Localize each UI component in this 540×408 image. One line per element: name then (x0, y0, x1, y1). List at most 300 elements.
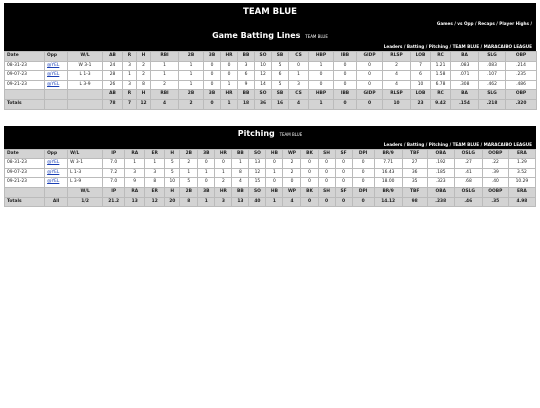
table-cell: L 1-3 (68, 168, 103, 178)
subheader-cell (5, 187, 45, 197)
batting-section-title (4, 28, 536, 43)
batting-col-rlsp: RLSP (383, 52, 411, 62)
table-cell: .083 (479, 61, 506, 71)
table-cell: .308 (451, 80, 479, 90)
opponent-link[interactable] (45, 61, 68, 71)
subheader-cell: SO (249, 187, 266, 197)
table-cell: 0 (352, 168, 374, 178)
subheader-cell: SH (318, 187, 335, 197)
subheader-cell: OOBP (482, 187, 508, 197)
table-cell: 1 (151, 71, 179, 81)
opponent-link-text[interactable]: @YEL (47, 169, 60, 175)
table-row (5, 61, 537, 71)
table-cell: 1 (123, 71, 137, 81)
subheader-cell: SB (272, 90, 289, 100)
page (4, 3, 536, 207)
table-cell: 18.00 (374, 178, 402, 188)
subheader-cell: DPI (352, 187, 374, 197)
pitching-totals-row (5, 197, 536, 207)
table-cell: L 3-9 (68, 178, 103, 188)
totals-cell: 8 (180, 197, 198, 207)
subheader-cell: R (123, 90, 137, 100)
table-cell: 35 (402, 178, 427, 188)
table-cell: 0 (357, 61, 383, 71)
totals-cell: 13 (232, 197, 249, 207)
totals-cell: 98 (402, 197, 427, 207)
table-cell: 8 (145, 178, 165, 188)
table-cell: 0 (318, 168, 335, 178)
totals-cell: 40 (249, 197, 266, 207)
batting-col-h: H (137, 52, 151, 62)
table-cell: .39 (482, 168, 508, 178)
subheader-cell: HR (215, 187, 232, 197)
table-cell: 6 (272, 71, 289, 81)
batting-col-date: Date (5, 52, 45, 62)
table-cell: 1 (232, 159, 249, 169)
opponent-link-text[interactable]: @YEL (47, 160, 60, 166)
subheader-cell: RA (125, 187, 145, 197)
pitching-col-w-l: W/L (68, 149, 103, 159)
batting-col-slg: SLG (479, 52, 506, 62)
table-cell: 1 (215, 168, 232, 178)
totals-cell: .238 (427, 197, 454, 207)
totals-cell: 0 (357, 99, 383, 109)
pitching-col-er: ER (145, 149, 165, 159)
batting-col-ab: AB (103, 52, 123, 62)
opponent-link-text[interactable]: @YEL (47, 81, 60, 87)
subheader-cell: HR (221, 90, 238, 100)
subheader-cell: ER (145, 187, 165, 197)
totals-cell: 1/2 (68, 197, 103, 207)
team-subnav[interactable]: Games / vs Opp / Recaps / Player Highs / (436, 21, 532, 26)
opponent-link[interactable] (45, 159, 68, 169)
table-cell: 10 (255, 61, 272, 71)
table-cell: 28 (103, 71, 123, 81)
totals-cell: 0 (204, 99, 221, 109)
subheader-cell: CS (289, 90, 309, 100)
table-cell: 0 (352, 178, 374, 188)
table-cell: 0 (204, 71, 221, 81)
totals-cell: 4 (151, 99, 179, 109)
table-cell: 7.2 (103, 168, 125, 178)
batting-col-rbi: RBI (151, 52, 179, 62)
table-cell: .083 (451, 61, 479, 71)
table-cell: 2 (137, 61, 151, 71)
table-cell: 3 (123, 61, 137, 71)
table-cell: 0 (352, 159, 374, 169)
subheader-cell: RBI (151, 90, 179, 100)
subheader-cell: RLSP (383, 90, 411, 100)
subheader-cell: H (165, 187, 180, 197)
table-cell: 6.78 (431, 80, 451, 90)
subheader-cell (5, 90, 45, 100)
pitching-col-ra: RA (125, 149, 145, 159)
pitching-col-br-9: BR/9 (374, 149, 402, 159)
table-cell: 0 (221, 71, 238, 81)
pitching-col-oobp: OOBP (482, 149, 508, 159)
totals-cell: .154 (451, 99, 479, 109)
table-cell: .192 (427, 159, 454, 169)
totals-cell: 4 (283, 197, 301, 207)
pitching-leaders-nav[interactable]: Leaders / Batting / Pitching / TEAM BLUE / MARACAIBO LEAGUE (383, 141, 532, 147)
table-cell: .107 (479, 71, 506, 81)
subheader-cell: SF (335, 187, 352, 197)
subheader-cell: LOB (411, 90, 431, 100)
table-cell: 0 (221, 61, 238, 71)
table-cell: 1 (198, 168, 215, 178)
subheader-cell: HBP (309, 90, 334, 100)
table-cell: 1 (289, 71, 309, 81)
totals-cell: 1 (221, 99, 238, 109)
batting-col-bb: BB (238, 52, 255, 62)
table-cell: 24 (103, 61, 123, 71)
table-cell: 15 (249, 178, 266, 188)
table-cell: 0 (334, 80, 357, 90)
totals-cell: 78 (103, 99, 123, 109)
batting-col-w-l: W/L (68, 52, 103, 62)
totals-cell: 20 (165, 197, 180, 207)
table-cell: 1 (145, 159, 165, 169)
batting-col-sb: SB (272, 52, 289, 62)
table-cell: 6 (411, 71, 431, 81)
subheader-cell: ERA (508, 187, 535, 197)
table-cell: 10 (411, 80, 431, 90)
table-cell: 2 (180, 159, 198, 169)
pitching-section-title (4, 126, 536, 141)
table-cell: 2 (283, 168, 301, 178)
totals-cell (45, 99, 68, 109)
totals-cell: 13 (125, 197, 145, 207)
table-cell: 0 (204, 61, 221, 71)
subheader-cell: HB (266, 187, 283, 197)
table-cell: 16.43 (374, 168, 402, 178)
table-cell: 1 (151, 61, 179, 71)
subheader-cell: W/L (68, 187, 103, 197)
totals-cell: 16 (272, 99, 289, 109)
table-cell: 0 (198, 159, 215, 169)
pitching-col-hr: HR (215, 149, 232, 159)
table-cell: .214 (506, 61, 537, 71)
table-cell: .41 (454, 168, 482, 178)
table-cell: 5 (165, 159, 180, 169)
table-cell: 0 (198, 178, 215, 188)
totals-cell: All (45, 197, 68, 207)
batting-col-so: SO (255, 52, 272, 62)
table-cell: 1 (179, 61, 204, 71)
totals-cell: 0 (318, 197, 335, 207)
table-cell: 8 (232, 168, 249, 178)
subheader-cell: H (137, 90, 151, 100)
totals-cell: 36 (255, 99, 272, 109)
table-cell: 13 (249, 159, 266, 169)
totals-cell: 23 (411, 99, 431, 109)
subheader-cell: BA (451, 90, 479, 100)
totals-cell: .320 (506, 99, 537, 109)
pitching-table (4, 149, 536, 208)
table-cell: 7 (411, 61, 431, 71)
table-cell: 2 (283, 159, 301, 169)
table-row (5, 80, 537, 90)
table-row (5, 71, 537, 81)
batting-col-ba: BA (451, 52, 479, 62)
table-cell: 3 (289, 80, 309, 90)
pitching-title-team: TEAM BLUE (279, 131, 303, 137)
totals-cell: 4 (289, 99, 309, 109)
pitching-spacer (4, 117, 536, 126)
table-cell: 0 (266, 178, 283, 188)
batting-table (4, 51, 537, 110)
table-cell: 1 (179, 80, 204, 90)
totals-cell: .218 (479, 99, 506, 109)
table-cell: 12 (249, 168, 266, 178)
subheader-cell: SO (255, 90, 272, 100)
table-cell: 0 (301, 178, 318, 188)
table-row (5, 168, 536, 178)
table-cell: 0 (318, 159, 335, 169)
table-cell: .235 (506, 71, 537, 81)
table-cell: 6 (238, 71, 255, 81)
table-cell: 0 (301, 168, 318, 178)
opponent-link[interactable] (45, 71, 68, 81)
subheader-cell: OSLG (454, 187, 482, 197)
table-row (5, 159, 536, 169)
table-cell: .27 (454, 159, 482, 169)
table-cell: 3 (123, 80, 137, 90)
table-cell: 7.0 (103, 159, 125, 169)
table-cell: 4 (383, 80, 411, 90)
table-cell: 7.71 (374, 159, 402, 169)
table-cell: 3 (238, 61, 255, 71)
subheader-cell: BR/9 (374, 187, 402, 197)
team-header (4, 3, 536, 51)
table-cell: 7.0 (103, 178, 125, 188)
subheader-cell: BB (238, 90, 255, 100)
totals-cell: 18 (238, 99, 255, 109)
table-cell: 1 (179, 71, 204, 81)
subheader-cell: RC (431, 90, 451, 100)
table-cell: 0 (357, 71, 383, 81)
table-cell: 2 (151, 80, 179, 90)
table-cell: 0 (335, 168, 352, 178)
table-cell: 0 (357, 80, 383, 90)
totals-cell (68, 99, 103, 109)
pitching-col-bb: BB (232, 149, 249, 159)
pitching-col-sh: SH (318, 149, 335, 159)
table-cell: 5 (272, 80, 289, 90)
subheader-cell: TBF (402, 187, 427, 197)
subheader-cell: OBA (427, 187, 454, 197)
table-cell: 3 (125, 168, 145, 178)
batting-col-gidp: GIDP (357, 52, 383, 62)
table-cell: 1 (309, 61, 334, 71)
table-cell: .68 (454, 178, 482, 188)
table-cell: 08-31-23 (5, 159, 45, 169)
table-cell: 08-31-23 (5, 61, 45, 71)
table-cell: 1.58 (431, 71, 451, 81)
pitching-col-ip: IP (103, 149, 125, 159)
table-cell: 1.29 (508, 159, 535, 169)
batting-col-2b: 2B (179, 52, 204, 62)
table-cell: 0 (215, 159, 232, 169)
totals-cell: 0 (335, 197, 352, 207)
table-cell: 1 (266, 168, 283, 178)
totals-cell: 1 (309, 99, 334, 109)
table-cell: 3.52 (508, 168, 535, 178)
subheader-cell: SLG (479, 90, 506, 100)
totals-cell: 0 (352, 197, 374, 207)
batting-col-hr: HR (221, 52, 238, 62)
batting-header-row (5, 52, 537, 62)
table-cell: .40 (482, 178, 508, 188)
totals-cell: Totals (5, 197, 45, 207)
totals-cell: 12 (137, 99, 151, 109)
table-cell: 1 (221, 80, 238, 90)
totals-cell: 0 (301, 197, 318, 207)
table-cell: 1.21 (431, 61, 451, 71)
table-cell: 0 (318, 178, 335, 188)
opponent-link[interactable] (45, 178, 68, 188)
table-cell: 5 (180, 178, 198, 188)
pitching-col-sf: SF (335, 149, 352, 159)
subheader-cell: GIDP (357, 90, 383, 100)
totals-cell: 2 (179, 99, 204, 109)
pitching-header-row (5, 149, 536, 159)
totals-cell: 12 (145, 197, 165, 207)
table-cell: 36 (402, 168, 427, 178)
subheader-cell: 2B (180, 187, 198, 197)
subheader-cell: BK (301, 187, 318, 197)
table-cell: W 3-1 (68, 159, 103, 169)
subheader-cell: AB (103, 90, 123, 100)
table-cell: 4 (383, 71, 411, 81)
table-cell: 1 (125, 159, 145, 169)
batting-col-r: R (123, 52, 137, 62)
pitching-header (4, 126, 536, 149)
pitching-col-bk: BK (301, 149, 318, 159)
pitching-subheader-row (5, 187, 536, 197)
table-cell: 4 (232, 178, 249, 188)
table-cell: 1 (180, 168, 198, 178)
table-cell: .486 (506, 80, 537, 90)
batting-subheader-row (5, 90, 537, 100)
table-cell: 26 (103, 80, 123, 90)
totals-cell: .46 (454, 197, 482, 207)
batting-col-cs: CS (289, 52, 309, 62)
table-cell: .071 (451, 71, 479, 81)
table-cell: .323 (427, 178, 454, 188)
batting-col-opp: Opp (45, 52, 68, 62)
batting-leaders-nav[interactable]: Leaders / Batting / Pitching / TEAM BLUE / MARACAIBO LEAGUE (383, 44, 532, 49)
subheader-cell: 3B (204, 90, 221, 100)
totals-cell: 21.2 (103, 197, 125, 207)
table-cell: 0 (309, 80, 334, 90)
table-cell: 0 (335, 178, 352, 188)
opponent-link-text[interactable]: @YEL (47, 179, 60, 185)
batting-title: Game Batting Lines (212, 31, 301, 40)
table-cell: 0 (334, 61, 357, 71)
pitching-col-opp: Opp (45, 149, 68, 159)
pitching-col-date: Date (5, 149, 45, 159)
subheader-cell: BB (232, 187, 249, 197)
table-cell: 2 (215, 178, 232, 188)
totals-cell: 14.12 (374, 197, 402, 207)
opponent-link[interactable] (45, 80, 68, 90)
totals-cell: 4.98 (508, 197, 535, 207)
totals-cell: Totals (5, 99, 45, 109)
opponent-link[interactable] (45, 168, 68, 178)
batting-col-lob: LOB (411, 52, 431, 62)
table-cell: .462 (479, 80, 506, 90)
table-cell: .22 (482, 159, 508, 169)
pitching-col-hb: HB (266, 149, 283, 159)
pitching-col-oba: OBA (427, 149, 454, 159)
totals-cell: 7 (123, 99, 137, 109)
table-cell: 0 (266, 159, 283, 169)
batting-title-team: TEAM BLUE (305, 34, 328, 39)
batting-totals-row (5, 99, 537, 109)
table-row (5, 178, 536, 188)
batting-col-obp: OBP (506, 52, 537, 62)
subheader-cell (45, 90, 68, 100)
table-cell: 0 (204, 80, 221, 90)
table-cell: 27 (402, 159, 427, 169)
totals-cell: 1 (266, 197, 283, 207)
page-title: TEAM BLUE (243, 7, 297, 17)
batting-col-rc: RC (431, 52, 451, 62)
subheader-cell: WP (283, 187, 301, 197)
table-cell: 0 (301, 159, 318, 169)
pitching-col-3b: 3B (198, 149, 215, 159)
pitching-col-era: ERA (508, 149, 535, 159)
opponent-link-text[interactable]: @YEL (47, 62, 60, 68)
table-cell: 0 (283, 178, 301, 188)
table-cell: 9 (125, 178, 145, 188)
table-cell: L 3-9 (68, 80, 103, 90)
table-cell: 10.29 (508, 178, 535, 188)
opponent-link-text[interactable]: @YEL (47, 72, 60, 78)
pitching-col-dpi: DPI (352, 149, 374, 159)
batting-col-ibb: IBB (334, 52, 357, 62)
table-cell: 09-21-23 (5, 80, 45, 90)
table-cell: 0 (289, 61, 309, 71)
table-cell: 0 (335, 159, 352, 169)
table-cell: 2 (137, 71, 151, 81)
table-cell: 12 (255, 71, 272, 81)
subheader-cell: IP (103, 187, 125, 197)
subheader-cell (68, 90, 103, 100)
totals-cell: 9.42 (431, 99, 451, 109)
table-cell: L 1-3 (68, 71, 103, 81)
table-cell: W 3-1 (68, 61, 103, 71)
totals-cell: .35 (482, 197, 508, 207)
table-cell: 2 (383, 61, 411, 71)
table-cell: 5 (272, 61, 289, 71)
pitching-col-h: H (165, 149, 180, 159)
table-cell: 14 (255, 80, 272, 90)
pitching-col-wp: WP (283, 149, 301, 159)
pitching-col-oslg: OSLG (454, 149, 482, 159)
batting-col-hbp: HBP (309, 52, 334, 62)
subheader-cell (45, 187, 68, 197)
table-cell: 09-21-23 (5, 178, 45, 188)
table-cell: 09-07-23 (5, 168, 45, 178)
totals-cell: 10 (383, 99, 411, 109)
subheader-cell: IBB (334, 90, 357, 100)
pitching-col-tbf: TBF (402, 149, 427, 159)
subheader-cell: 3B (198, 187, 215, 197)
pitching-col-2b: 2B (180, 149, 198, 159)
table-cell: 8 (137, 80, 151, 90)
